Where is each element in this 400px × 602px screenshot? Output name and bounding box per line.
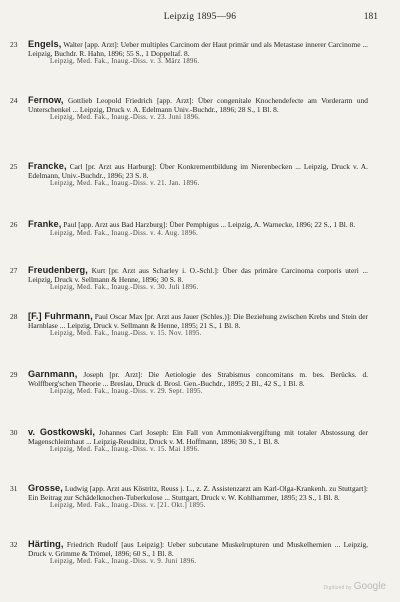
entry-number: 32 [10, 540, 18, 549]
entry-number: 23 [10, 40, 18, 49]
author-name: Garnmann, [28, 369, 78, 379]
entry-text: Johannes Carl Joseph: Ein Fall von Ammoniakvergiftung mit totaler Abstossung der Magenschleimhaut ... Leipzig-Reudnitz, Druck v. M. Hoffmann, 1896; 30 S., 1 Bl. 8. [28, 428, 368, 446]
entry-body [28, 40, 368, 67]
author-name: Fernow, [28, 95, 64, 105]
entry-text: Ludwig [app. Arzt aus Köstritz, Reuss j. L., z. Z. Assistenzarzt am Karl-Olga-Krankenh. zu Stuttgart]: Ein Beitrag zur Schädelknochen-Tuberkulose ... Stuttgart, Druck v. W. Kohlhammer, 1895; 23 S., 1 Bl. 8. [28, 484, 368, 502]
entry-number: 26 [10, 220, 18, 229]
dissertation-note: Leipzig, Med. Fak., Inaug.-Diss. v. [21. Okt.] 1895. [50, 502, 206, 510]
author-name: Francke, [28, 161, 67, 171]
dissertation-note: Leipzig, Med. Fak., Inaug.-Diss. v. 30. Juli 1896. [50, 284, 199, 292]
dissertation-note: Leipzig, Med. Fak., Inaug.-Diss. v. 15. Nov. 1895. [50, 330, 202, 338]
dissertation-note: Leipzig, Med. Fak., Inaug.-Diss. v. 3. März 1896. [50, 58, 200, 66]
entry-body [28, 266, 368, 293]
bibliography-entry [10, 483, 368, 511]
entry-number: 28 [10, 312, 18, 321]
bibliography-entry [10, 161, 368, 189]
entry-body [28, 370, 368, 397]
page-header [0, 12, 400, 26]
entry-text: Carl [pr. Arzt aus Harburg]: Über Konkrementbildung im Nierenbecken ... Leipzig, Druck v. A. Edelmann, Univ.-Buchdr., 1896; 23 S. 8. [28, 162, 368, 180]
bibliography-entry [10, 539, 368, 567]
watermark-digitized-text: Digitized by [323, 585, 352, 591]
author-name: Härting, [28, 539, 64, 549]
entry-body [28, 540, 368, 567]
bibliography-entry [10, 265, 368, 293]
entry-body [28, 162, 368, 189]
bibliography-entry [10, 219, 368, 238]
entry-text: Walter [app. Arzt]: Ueber multiples Carcinom der Haut primär und als Metastase innerer Carcinome ... Leipzig, Buchdr. R. Hahn, 1896; 55 S., 1 Doppeltaf. 8. [28, 40, 368, 58]
dissertation-note: Leipzig, Med. Fak., Inaug.-Diss. v. 15. Mai 1896. [50, 446, 200, 454]
entry-number: 29 [10, 370, 18, 379]
running-title: Leipzig 1895—96 [163, 12, 237, 22]
entry-body [28, 484, 368, 511]
author-name: Franke, [28, 219, 62, 229]
entry-body [28, 428, 368, 455]
author-name: v. Gostkowski, [28, 427, 96, 437]
entry-text: Gottlieb Leopold Friedrich [app. Arzt]: Über congenitale Knochendefecte am Vorderarm und Unterschenkel ... Leipzig, Druck v. A. Edelmann Univ.-Buchdr., 1896; 28 S., 1 Bl. 8. [28, 96, 368, 114]
dissertation-note: Leipzig, Med. Fak., Inaug.-Diss. v. 9. Juni 1896. [50, 558, 197, 566]
google-logo-text: Google [353, 581, 386, 592]
bibliography-entry [10, 95, 368, 123]
entry-text: Paul [app. Arzt aus Bad Harzburg]: Über Pemphigus ... Leipzig, A. Warnecke, 1896; 22 S., 1 Bl. 8. [63, 220, 356, 229]
entry-number: 30 [10, 428, 18, 437]
dissertation-note: Leipzig, Med. Fak., Inaug.-Diss. v. 4. Aug. 1896. [50, 229, 199, 237]
entry-body [28, 312, 368, 339]
author-name: [F.] Fuhrmann, [28, 311, 93, 321]
entry-text: Friedrich Rudolf [aus Leipzig]: Ueber subcutane Muskelrupturen und Muskelhernien ... Leipzig, Druck v. Grimme & Trömel, 1896; 60 S., 1 Bl. 8. [28, 540, 368, 558]
page-number: 181 [363, 12, 378, 22]
entry-number: 27 [10, 266, 18, 275]
bibliography-entry [10, 39, 368, 67]
entry-text: Joseph [pr. Arzt]: Die Aetiologie des Strabismus concomitans m. bes. Berücks. d. Wolffberg'schen Theorie ... Breslau, Druck d. Brosl. Gen.-Buchdr., 1895; 2 Bl., 42 S., 1 Bl. 8. [28, 370, 368, 388]
dissertation-note: Leipzig, Med. Fak., Inaug.-Diss. v. 23. Juni 1896. [50, 114, 201, 122]
bibliography-entry [10, 311, 368, 339]
entry-body [28, 96, 368, 123]
dissertation-note: Leipzig, Med. Fak., Inaug.-Diss. v. 29. Sept. 1895. [50, 388, 203, 396]
entry-number: 24 [10, 96, 18, 105]
entry-text: Kurt [pr. Arzt aus Scharley i. O.-Schl.]: Über das primäre Carcinoma corporis uteri ... Leipzig, Druck v. Sellmann & Henne, 1896; 30 S. 8. [28, 266, 368, 284]
dissertation-note: Leipzig, Med. Fak., Inaug.-Diss. v. 21. Jan. 1896. [50, 180, 200, 188]
author-name: Engels, [28, 39, 62, 49]
entry-number: 31 [10, 484, 18, 493]
author-name: Freudenberg, [28, 265, 88, 275]
bibliography-entry [10, 369, 368, 397]
entry-number: 25 [10, 162, 18, 171]
bibliography-entry [10, 427, 368, 455]
entry-text: Paul Oscar Max [pr. Arzt aus Jauer (Schles.)]: Die Beziehung zwischen Krebs und Stein der Harnblase ... Leipzig, Druck v. Sellmann & Henne, 1895; 21 S., 1 Bl. 8. [28, 312, 368, 330]
google-watermark [324, 581, 387, 592]
entry-body [28, 220, 368, 238]
author-name: Grosse, [28, 483, 63, 493]
